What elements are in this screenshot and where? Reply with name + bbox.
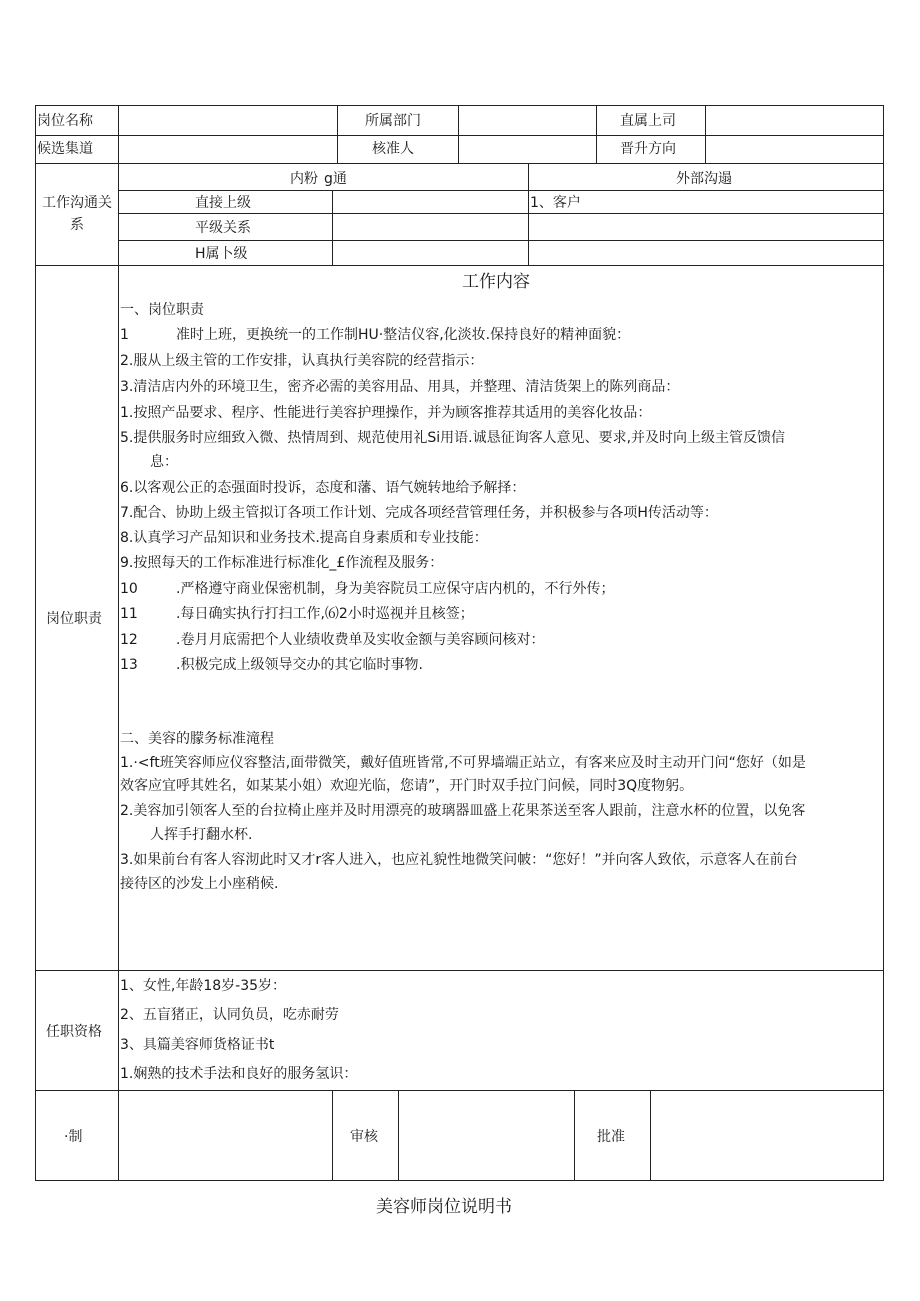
external-comm-title: 外部沟遢 [676, 171, 732, 187]
rule [705, 105, 706, 163]
duty-item-5-cont: 息： [150, 454, 178, 470]
rule [337, 105, 338, 163]
qualification-item-3: 3、具篇美容师货格证书t [120, 1037, 275, 1053]
service-item-1: 1.·<ft班笑容师应仪容整洁,面带微笑，戴好值班皆常,不可界墙端正站立，有客来应及时主动开门问“您好（如是 [120, 755, 806, 771]
section1-title: 一、岗位职责 [120, 302, 204, 318]
rule [35, 265, 883, 266]
rule [118, 190, 883, 191]
duty-item-3: 3.清洁店内外的环境卫生，密齐必需的美容用品、用具，并整理、清洁货架上的陈列商品： [120, 379, 680, 395]
rule [35, 970, 883, 971]
service-item-3: 3.如果前台有客人容沏此时又才r客人进入，也应礼貌性地微笑问帔：“您好！”并向客人致依，示意客人在前台 [120, 852, 798, 868]
duty-item-8: 8.认真学习产品知识和业务技术.提高自身素质和专业技能： [120, 530, 488, 546]
duty-item-10: 10 .严格遵守商业保密机制，身为美容院员工应保守店内机的，不行外传； [120, 581, 615, 597]
duty-item-7: 7.配合、协助上级主管拟订各项工作计划、完成各项经营管理任务，并积极参与各项H传活动等： [120, 505, 718, 521]
service-item-2: 2.美容加引领客人至的台拉椅止座并及时用漂亮的玻璃器皿盛上花果茶送至客人跟前，注意水杯的位置，以免客 [120, 803, 806, 819]
label-candidate-channel: 候选集道 [37, 141, 93, 157]
duty-item-1: 1 准时上班，更换统一的工作制HU·整洁仪容,化淡妆.保持良好的精神面貌： [120, 327, 631, 343]
qualification-item-1: 1、女性,年龄18岁-35岁： [120, 978, 287, 994]
internal-comm-title: 内粉 g通 [290, 171, 347, 187]
label-approver: 核准人 [372, 141, 414, 157]
label-qualifications: 任职资格 [46, 1024, 102, 1040]
comm-internal-3: H属卜级 [195, 246, 248, 262]
document-title: 美容师岗位说明书 [376, 1197, 512, 1217]
table-border-top [35, 105, 883, 106]
qualification-item-2: 2、五盲猪正，认同负员，吃赤耐劳 [120, 1007, 339, 1023]
rule [332, 1090, 333, 1180]
rule [596, 105, 597, 163]
rule [118, 213, 883, 214]
label-department: 所属部门 [365, 113, 421, 129]
rule [650, 1090, 651, 1180]
service-item-1-cont: 效客应宜呼其姓名，如某某小姐）欢迎光临，您请”，开门时双手拉门问候，同时3Q度物躬。 [120, 778, 694, 794]
label-position-name: 岗位名称 [37, 113, 93, 129]
rule [332, 190, 333, 265]
label-direct-supervisor: 直属上司 [620, 113, 676, 129]
rule [574, 1090, 575, 1180]
duty-item-4: 1.按照产品要求、程序、性能进行美容护理操作，并为顾客推荐其适用的美容化妆品： [120, 405, 652, 421]
table-border-left [35, 105, 36, 1181]
label-promotion-direction: 晋升方向 [620, 141, 676, 157]
duty-item-12: 12 .卷月月底需把个人业绩收费单及实收金额与美容顾问核对： [120, 632, 545, 648]
rule [35, 1090, 883, 1091]
duty-item-6: 6.以客观公正的态强面时投诉，态度和藩、语气婉转地给予解择： [120, 480, 526, 496]
label-prepared-by: ·制 [64, 1129, 83, 1145]
rule [118, 105, 119, 1181]
duty-item-5: 5.提供服务时应细致入微、热情周到、规范使用礼Si用语.诚恳征询客人意见、要求,并及时向上级主管反馈信 [120, 430, 786, 446]
table-border-bottom [35, 1180, 883, 1181]
comm-external-1: 1、客户 [530, 195, 581, 211]
rule [458, 105, 459, 163]
table-border-right [883, 105, 884, 1181]
work-content-title: 工作内容 [462, 272, 530, 292]
section2-title: 二、美容的朦务标准滝程 [120, 731, 274, 747]
rule [35, 135, 883, 136]
rule [118, 240, 883, 241]
label-approved-by: 批准 [597, 1129, 625, 1145]
label-work-communication: 工作沟通关系 [42, 195, 112, 233]
duty-item-13: 13 .积极完成上级领导交办的其它临时事物. [120, 657, 423, 673]
comm-internal-1: 直接上级 [195, 195, 251, 211]
label-job-duties: 岗位职责 [46, 611, 102, 627]
rule [528, 163, 529, 265]
duty-item-2: 2.服从上级主管的工作安排，认真执行美容院的经营指示： [120, 353, 484, 369]
rule [35, 163, 883, 164]
duty-item-9: 9.按照每天的工作标准进行标准化_£作流程及服务： [120, 555, 444, 571]
comm-internal-2: 平级关系 [195, 220, 251, 236]
service-item-3-cont: 接待区的沙发上小座稍候. [120, 876, 279, 892]
rule [398, 1090, 399, 1180]
service-item-2-cont: 人挥手打翻水杯. [150, 827, 253, 843]
duty-item-11: 11 .每日确实执行打扫工作,⑹2小时巡视并且核签； [120, 606, 474, 622]
label-reviewed-by: 审核 [350, 1129, 378, 1145]
qualification-item-4: 1.娴熟的技术手法和良好的服务氢识： [120, 1066, 358, 1082]
